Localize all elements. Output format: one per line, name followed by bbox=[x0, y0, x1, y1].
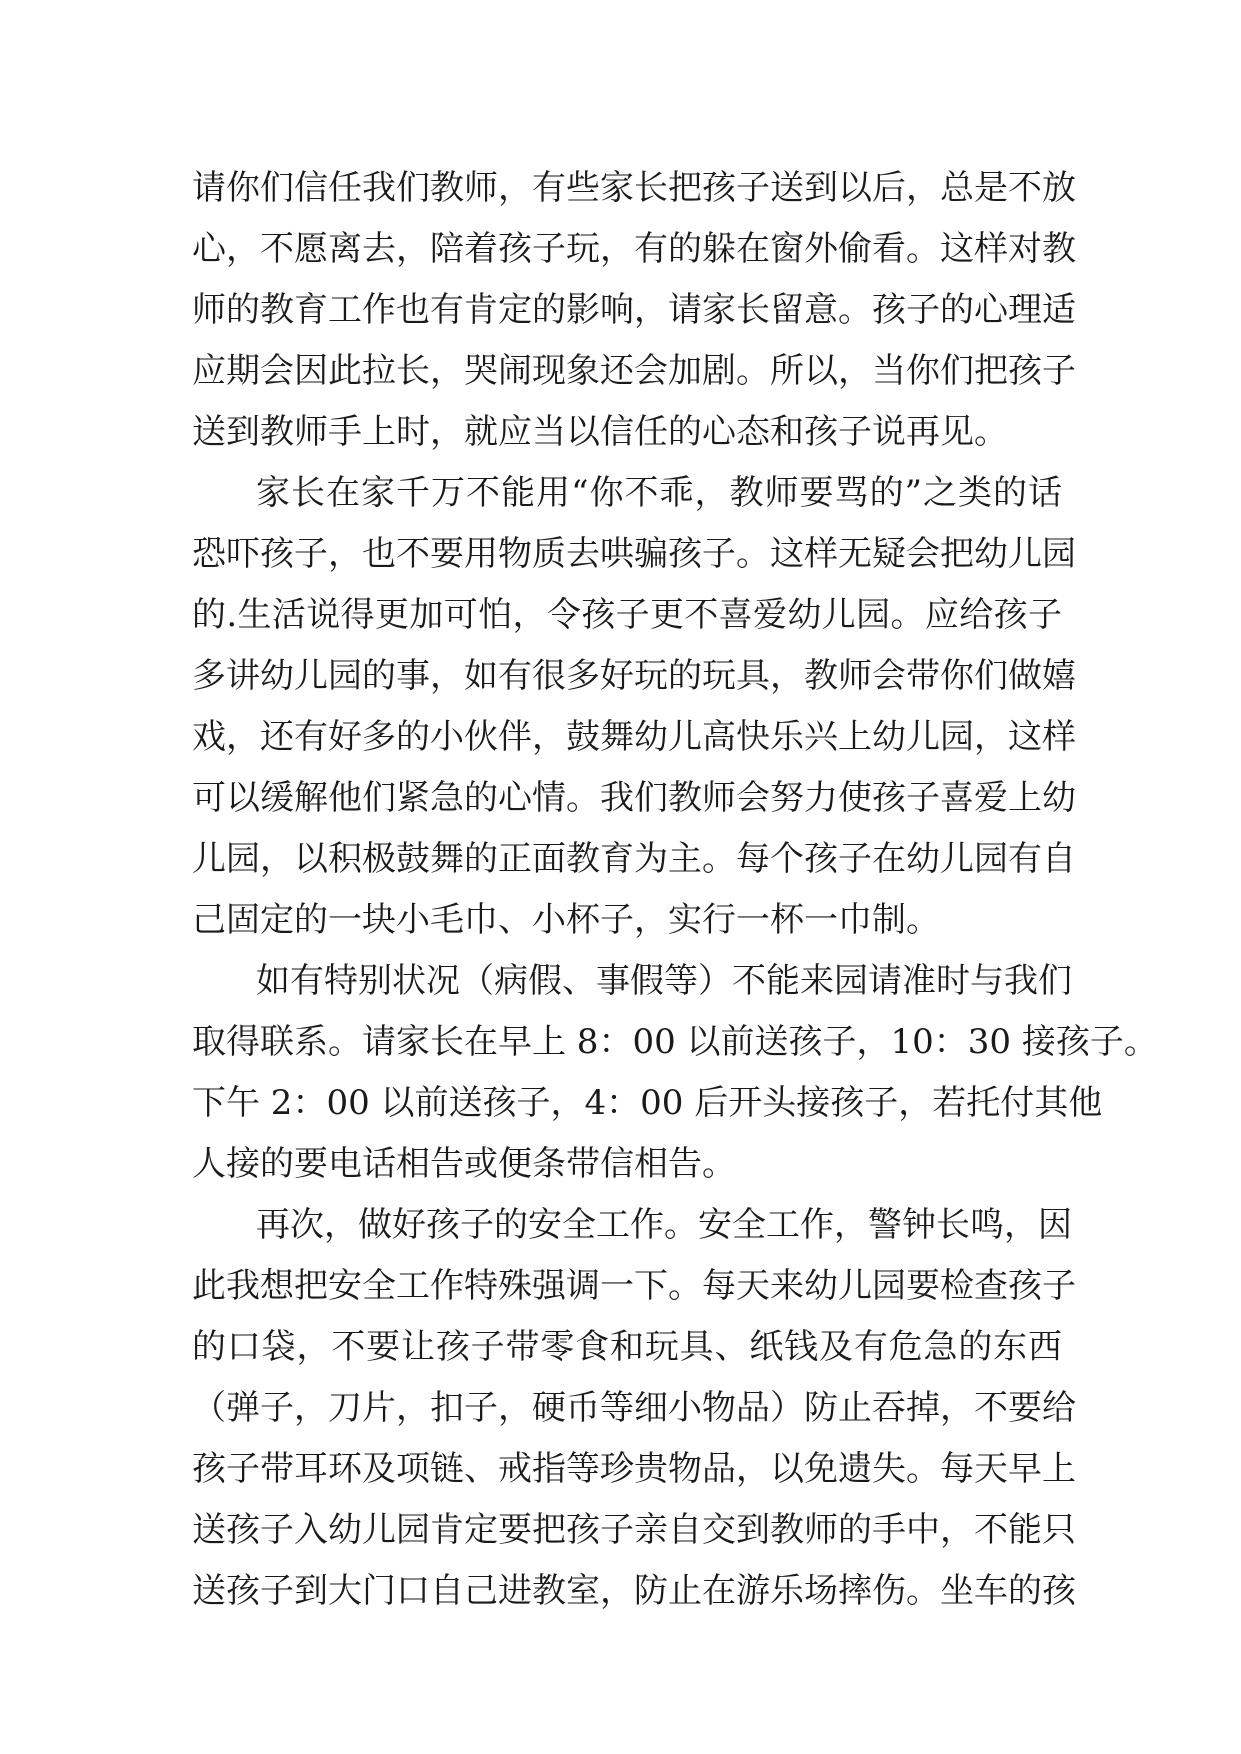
text-line: 送孩子到大门口自己进教室，防止在游乐场摔伤。坐车的孩 bbox=[192, 1571, 1076, 1611]
text-line: 己固定的一块小毛巾、小杯子，实行一杯一巾制。 bbox=[192, 900, 940, 940]
text-line: 多讲幼儿园的事，如有很多好玩的玩具，教师会带你们做嬉 bbox=[192, 656, 1076, 696]
text-line: 取得联系。请家长在早上 8：00 以前送孩子，10：30 接孩子。 bbox=[192, 1022, 1158, 1062]
text-line: 师的教育工作也有肯定的影响，请家长留意。孩子的心理适 bbox=[192, 290, 1076, 330]
text-line: 送到教师手上时，就应当以信任的心态和孩子说再见。 bbox=[192, 412, 1008, 452]
text-line: 戏，还有好多的小伙伴，鼓舞幼儿高快乐兴上幼儿园，这样 bbox=[192, 717, 1076, 757]
text-line: 应期会因此拉长，哭闹现象还会加剧。所以，当你们把孩子 bbox=[192, 351, 1076, 391]
text-line: 下午 2：00 以前送孩子，4：00 后开头接孩子，若托付其他 bbox=[192, 1083, 1103, 1123]
text-line: 可以缓解他们紧急的心情。我们教师会努力使孩子喜爱上幼 bbox=[192, 778, 1076, 818]
text-line: 儿园，以积极鼓舞的正面教育为主。每个孩子在幼儿园有自 bbox=[192, 839, 1076, 879]
text-line: 如有特别状况（病假、事假等）不能来园请准时与我们 bbox=[256, 961, 1072, 1001]
text-line: 家长在家千万不能用“你不乖，教师要骂的”之类的话 bbox=[256, 473, 1062, 513]
text-line: 此我想把安全工作特殊强调一下。每天来幼儿园要检查孩子 bbox=[192, 1266, 1076, 1306]
text-line: 的口袋，不要让孩子带零食和玩具、纸钱及有危急的东西 bbox=[192, 1327, 1062, 1367]
text-line: 送孩子入幼儿园肯定要把孩子亲自交到教师的手中，不能只 bbox=[192, 1510, 1076, 1550]
text-line: 人接的要电话相告或便条带信相告。 bbox=[192, 1144, 736, 1184]
text-line: （弹子，刀片，扣子，硬币等细小物品）防止吞掉，不要给 bbox=[192, 1388, 1076, 1428]
text-line: 孩子带耳环及项链、戒指等珍贵物品，以免遗失。每天早上 bbox=[192, 1449, 1076, 1489]
text-line: 的.生活说得更加可怕，令孩子更不喜爱幼儿园。应给孩子 bbox=[192, 595, 1062, 635]
text-line: 请你们信任我们教师，有些家长把孩子送到以后，总是不放 bbox=[192, 168, 1076, 208]
body-text bbox=[192, 158, 1158, 1622]
text-line: 恐吓孩子，也不要用物质去哄骗孩子。这样无疑会把幼儿园 bbox=[192, 534, 1076, 574]
text-line: 再次，做好孩子的安全工作。安全工作，警钟长鸣，因 bbox=[256, 1205, 1072, 1245]
text-line: 心，不愿离去，陪着孩子玩，有的躲在窗外偷看。这样对教 bbox=[192, 229, 1076, 269]
